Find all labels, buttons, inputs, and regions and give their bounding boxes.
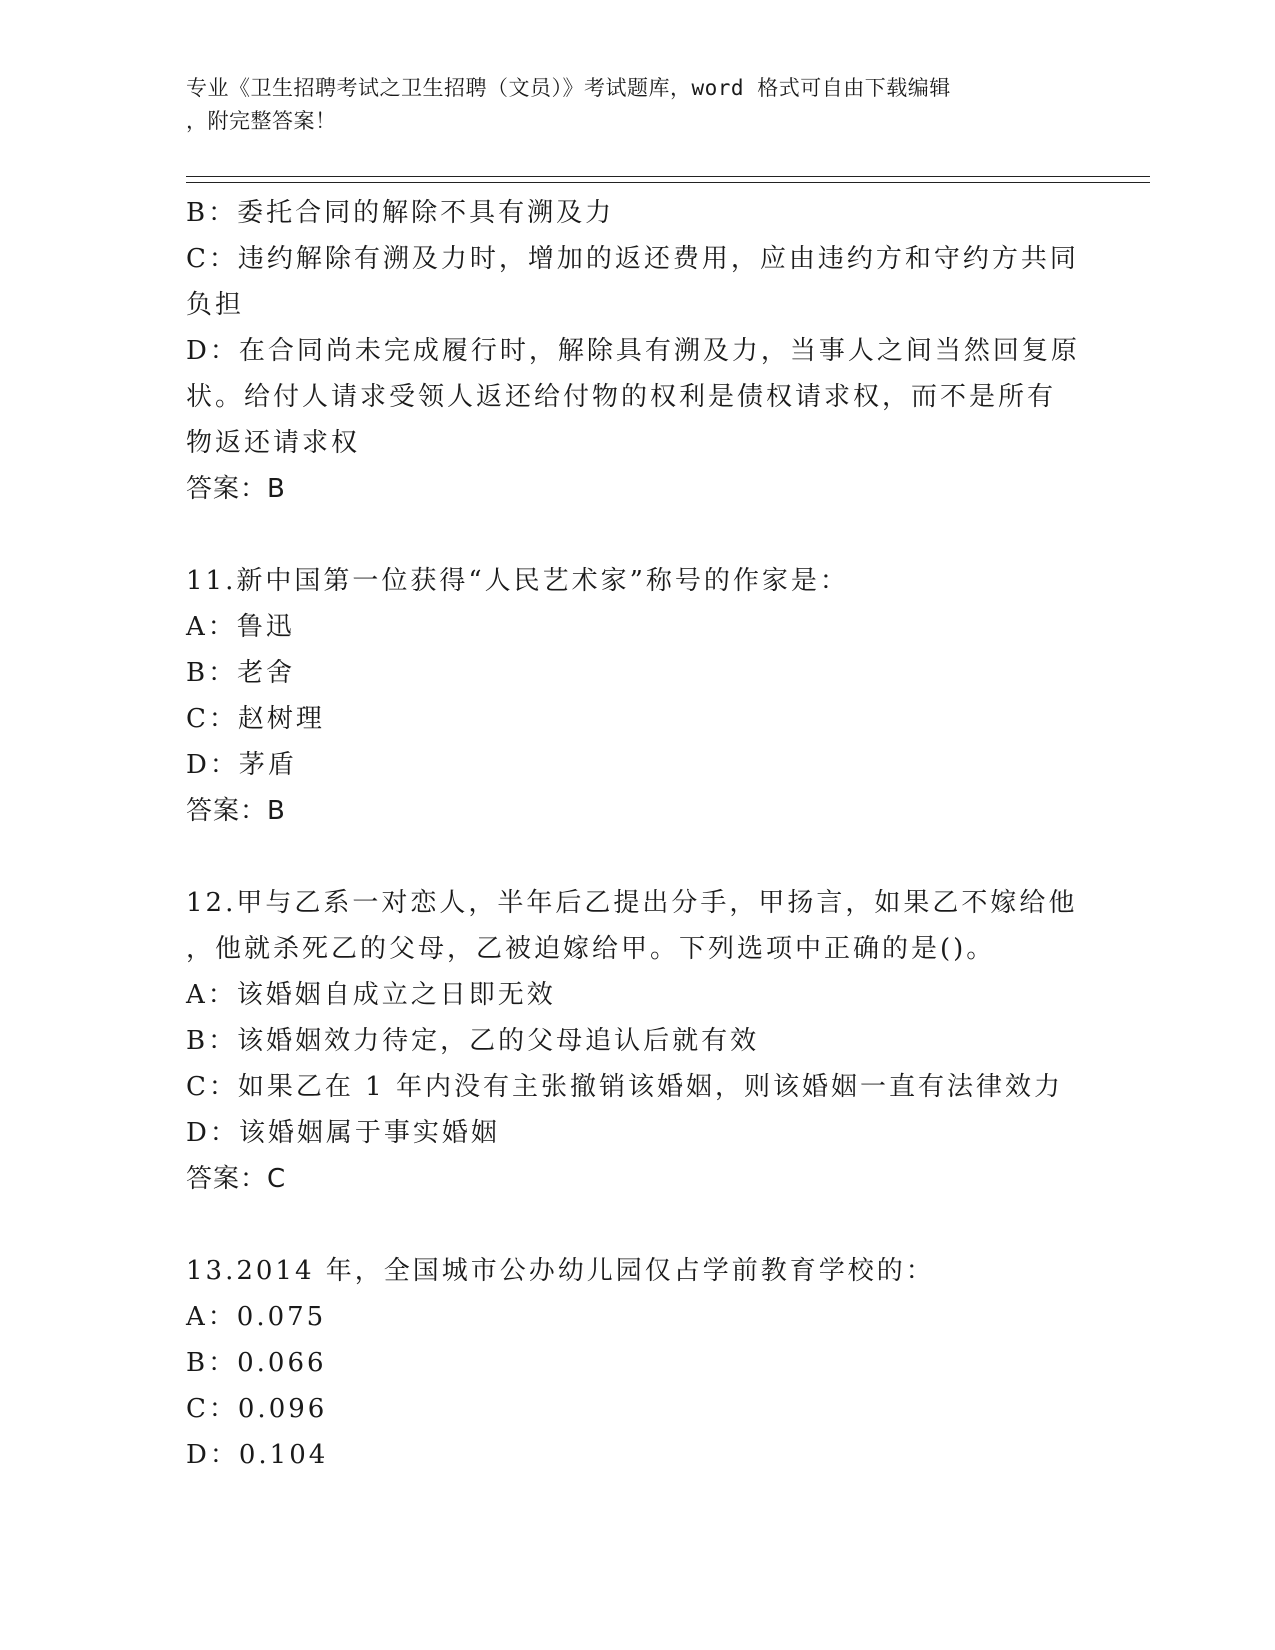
answer: 答案：C [186, 1164, 287, 1194]
question-12 [186, 880, 1086, 1202]
header-divider-top [186, 176, 1150, 177]
question-text: 12.甲与乙系一对恋人，半年后乙提出分手，甲扬言，如果乙不嫁给他 [186, 888, 1078, 918]
option-d: D：在合同尚未完成履行时，解除具有溯及力，当事人之间当然回复原 [186, 336, 1080, 366]
option-d: D：该婚姻属于事实婚姻 [186, 1118, 500, 1148]
question-text: 11.新中国第一位获得“人民艺术家”称号的作家是： [186, 566, 849, 596]
document-body [186, 190, 1086, 1478]
document-header [186, 72, 1086, 138]
header-line-2: ，附完整答案！ [186, 109, 337, 133]
option-d-continued: 物返还请求权 [186, 428, 361, 458]
question-text-continued: ，他就杀死乙的父母，乙被迫嫁给甲。下列选项中正确的是()。 [186, 934, 996, 964]
answer: 答案：B [186, 474, 286, 504]
option-c: C：如果乙在 1 年内没有主张撤销该婚姻，则该婚姻一直有法律效力 [186, 1072, 1063, 1102]
question-10 [186, 190, 1086, 512]
question-13 [186, 1248, 1086, 1478]
header-divider-bottom [186, 182, 1150, 183]
option-b: B：0.066 [186, 1348, 327, 1378]
option-d-continued: 状。给付人请求受领人返还给付物的权利是债权请求权，而不是所有 [186, 382, 1057, 412]
option-a: A：该婚姻自成立之日即无效 [186, 980, 556, 1010]
option-c: C：违约解除有溯及力时，增加的返还费用，应由违约方和守约方共同 [186, 244, 1079, 274]
header-line-1: 专业《卫生招聘考试之卫生招聘（文员）》考试题库，word 格式可自由下载编辑 [186, 76, 951, 100]
option-d: D：茅盾 [186, 750, 297, 780]
option-b: B：委托合同的解除不具有溯及力 [186, 198, 615, 228]
answer: 答案：B [186, 796, 286, 826]
option-c: C：赵树理 [186, 704, 325, 734]
option-b: B：老舍 [186, 658, 296, 688]
question-11 [186, 558, 1086, 834]
question-text: 13.2014 年，全国城市公办幼儿园仅占学前教育学校的： [186, 1256, 935, 1286]
option-c: C：0.096 [186, 1394, 328, 1424]
option-d: D：0.104 [186, 1440, 329, 1470]
option-c-continued: 负担 [186, 290, 245, 320]
option-a: A：0.075 [186, 1302, 327, 1332]
option-b: B：该婚姻效力待定，乙的父母追认后就有效 [186, 1026, 760, 1056]
option-a: A：鲁迅 [186, 612, 295, 642]
